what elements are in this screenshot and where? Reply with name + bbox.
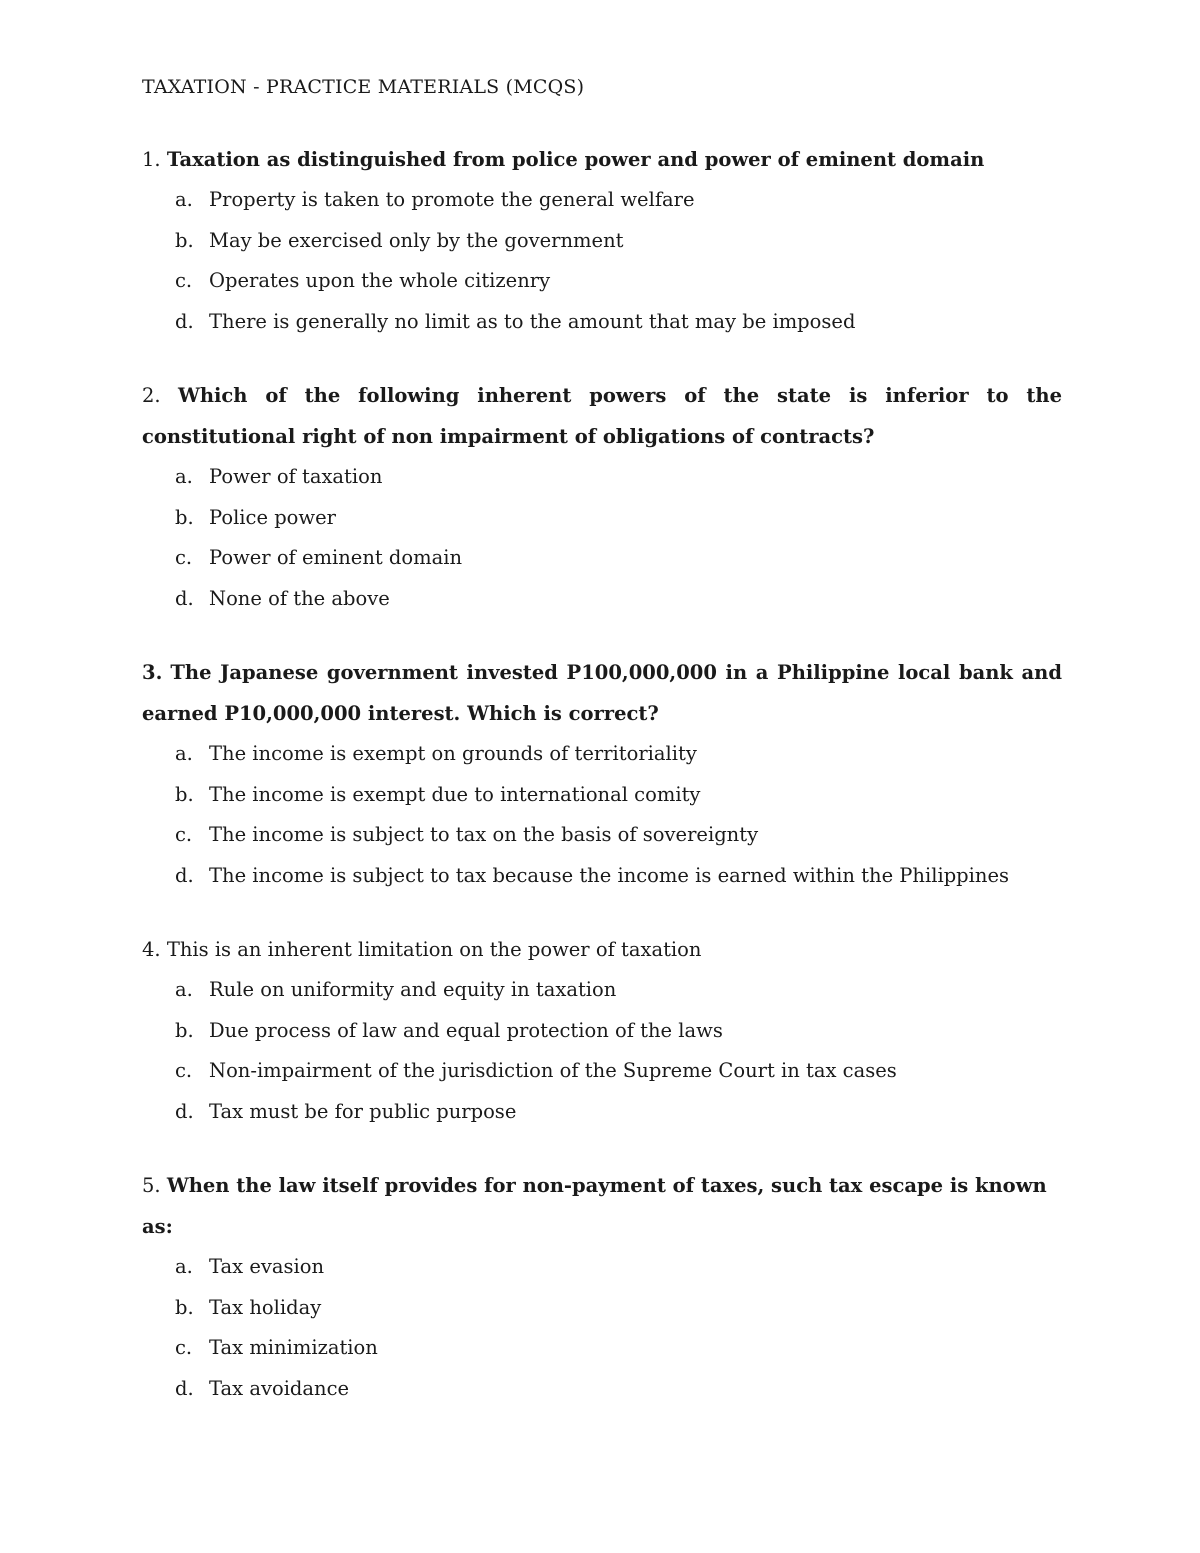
document-page [142, 70, 1062, 1442]
option-list [142, 1247, 1062, 1409]
option-letter: a. [175, 742, 193, 765]
question-2 [142, 375, 1062, 619]
option-text: The income is subject to tax on the basis of sovereignty [209, 823, 759, 846]
option-letter: a. [175, 1255, 193, 1278]
question-1 [142, 139, 1062, 342]
question-text: Taxation as distinguished from police power and power of eminent domain [166, 148, 985, 171]
option-text: The income is exempt due to international comity [209, 782, 701, 806]
question-text: The Japanese government invested P100,000,000 in a Philippine local bank and earned P10,000,000 interest. Which is correct? [142, 661, 1062, 725]
question-number: 5. [142, 1174, 161, 1197]
option-text: None of the above [209, 586, 390, 610]
document-title: TAXATION - PRACTICE MATERIALS (MCQS) [142, 76, 585, 98]
option-item [142, 856, 1062, 897]
option-letter: b. [175, 505, 194, 529]
option-item [142, 579, 1062, 620]
question-text: When the law itself provides for non-payment of taxes, such tax escape is known as: [142, 1174, 1047, 1238]
question-text: Which of the following inherent powers of the state is inferior to the constitutional right of non impairment of obligations of contracts? [142, 384, 1063, 448]
option-letter: d. [175, 586, 194, 610]
option-text: Tax must be for public purpose [209, 1099, 517, 1123]
option-item [142, 1328, 1062, 1369]
question-number: 2. [142, 384, 161, 407]
question-stem [142, 652, 1062, 734]
option-item [142, 1247, 1062, 1288]
option-list [142, 734, 1062, 896]
option-item [142, 302, 1062, 343]
option-item [142, 221, 1062, 262]
option-text: The income is subject to tax because the income is earned within the Philippines [209, 863, 1010, 887]
option-item [142, 1369, 1062, 1410]
option-text: The income is exempt on grounds of territoriality [209, 742, 697, 765]
question-3 [142, 652, 1062, 896]
question-stem [142, 1165, 1062, 1247]
option-list [142, 457, 1062, 619]
option-item [142, 970, 1062, 1011]
option-letter: c. [175, 1059, 193, 1082]
option-text: Operates upon the whole citizenry [209, 269, 551, 292]
option-letter: a. [175, 465, 193, 488]
option-letter: a. [175, 978, 193, 1001]
option-letter: b. [175, 228, 194, 252]
option-text: Tax evasion [209, 1255, 325, 1278]
option-text: There is generally no limit as to the amount that may be imposed [209, 309, 856, 333]
option-item [142, 180, 1062, 221]
option-text: Power of taxation [209, 465, 383, 488]
option-text: Tax minimization [209, 1336, 378, 1359]
option-letter: b. [175, 1295, 194, 1319]
question-4 [142, 929, 1062, 1132]
question-number: 3. [142, 661, 163, 684]
option-letter: b. [175, 782, 194, 806]
option-letter: c. [175, 1336, 193, 1359]
question-5 [142, 1165, 1062, 1409]
option-text: Due process of law and equal protection of the laws [209, 1018, 723, 1042]
question-number: 4. [142, 938, 161, 961]
question-stem [142, 139, 1062, 180]
option-text: Non-impairment of the jurisdiction of the Supreme Court in tax cases [209, 1059, 897, 1082]
option-list [142, 970, 1062, 1132]
option-text: Property is taken to promote the general welfare [209, 188, 695, 211]
option-letter: c. [175, 823, 193, 846]
option-text: Police power [209, 505, 336, 529]
option-item [142, 815, 1062, 856]
option-item [142, 1051, 1062, 1092]
option-letter: c. [175, 269, 193, 292]
option-text: Tax avoidance [209, 1376, 350, 1400]
option-letter: d. [175, 309, 194, 333]
option-item [142, 498, 1062, 539]
option-item [142, 1011, 1062, 1052]
option-item [142, 775, 1062, 816]
option-item [142, 538, 1062, 579]
question-stem [142, 375, 1062, 457]
option-letter: d. [175, 1376, 194, 1400]
question-number: 1. [142, 148, 161, 171]
option-text: Tax holiday [209, 1295, 322, 1319]
option-list [142, 180, 1062, 342]
option-item [142, 734, 1062, 775]
option-letter: d. [175, 863, 194, 887]
option-item [142, 1092, 1062, 1133]
option-item [142, 457, 1062, 498]
option-letter: d. [175, 1099, 194, 1123]
option-letter: a. [175, 188, 193, 211]
question-text: This is an inherent limitation on the power of taxation [166, 938, 702, 961]
option-letter: b. [175, 1018, 194, 1042]
option-item [142, 1288, 1062, 1329]
option-text: Rule on uniformity and equity in taxation [209, 978, 617, 1001]
question-stem [142, 929, 1062, 970]
option-text: May be exercised only by the government [209, 228, 624, 252]
option-letter: c. [175, 546, 193, 569]
option-item [142, 261, 1062, 302]
option-text: Power of eminent domain [209, 546, 463, 569]
